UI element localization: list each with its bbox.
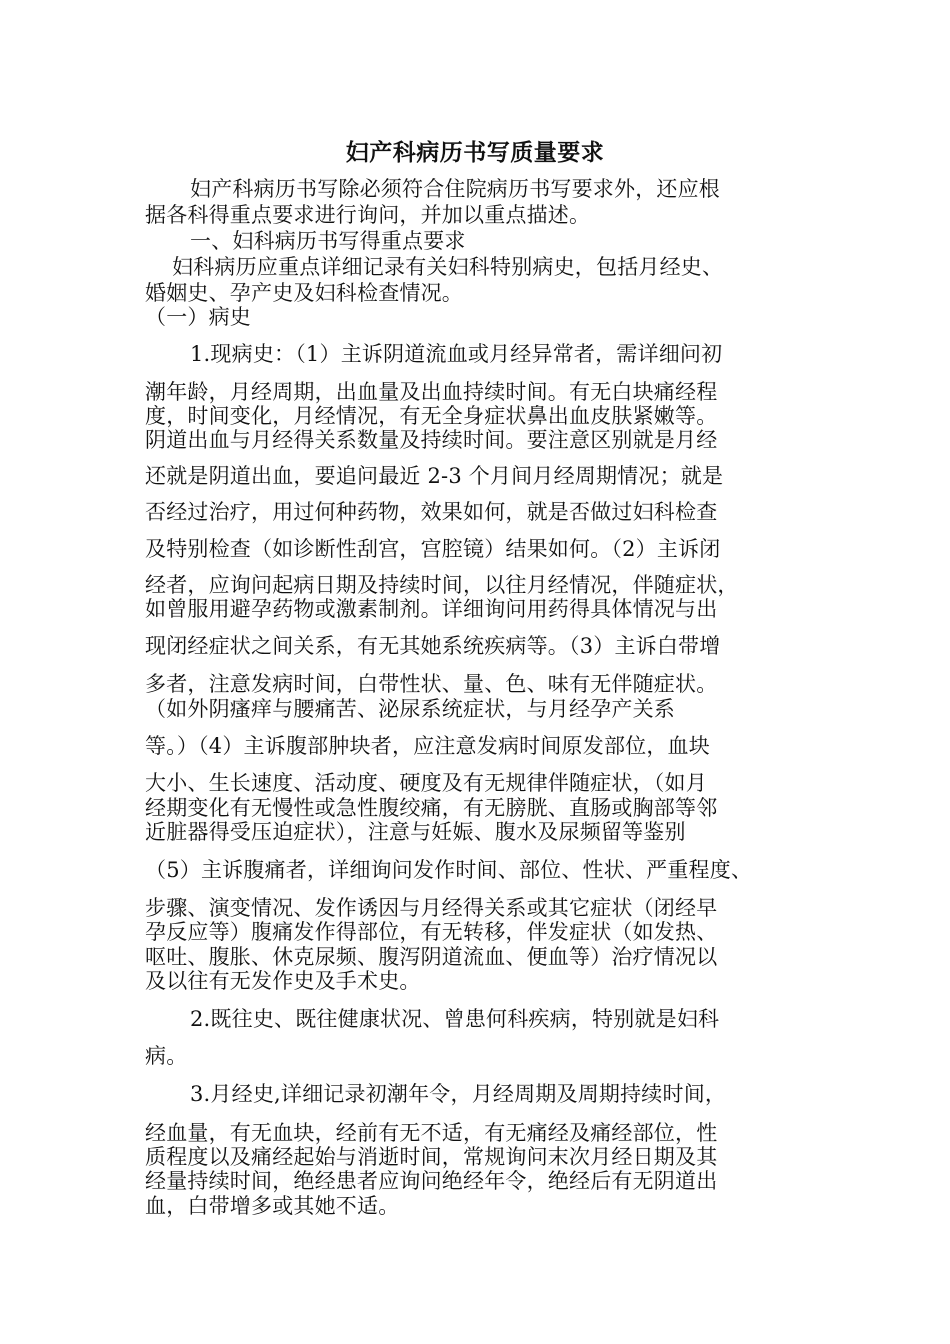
text-line-24: 步骤、演变情况、发作诱因与月经得关系或其它症状（闭经早 bbox=[145, 896, 718, 920]
text-line-8: 潮年龄，月经周期，出血量及出血持续时间。有无白块痛经程 bbox=[145, 380, 718, 404]
text-line-29: 病。 bbox=[145, 1044, 188, 1068]
text-line-9: 度，时间变化，月经情况，有无全身症状鼻出血皮肤紧嫩等。 bbox=[145, 404, 718, 428]
text-line-20: 大小、生长速度、活动度、硬度及有无规律伴随症状，（如月 bbox=[145, 771, 707, 795]
text-line-23: （5）主诉腹痛者，详细询问发作时间、部位、性状、严重程度、 bbox=[145, 858, 753, 882]
text-line-30: 3.月经史,详细记录初潮年令，月经周期及周期持续时间， bbox=[190, 1082, 727, 1106]
text-line-11: 还就是阴道出血，要追问最近 2-3 个月间月经周期情况；就是 bbox=[145, 464, 724, 488]
text-line-16: 现闭经症状之间关系，有无其她系统疾病等。（3）主诉白带增 bbox=[145, 634, 721, 658]
text-line-4: 妇科病历应重点详细记录有关妇科特别病史，包括月经史、 bbox=[172, 255, 724, 279]
page-title: 妇产科病历书写质量要求 bbox=[345, 139, 605, 166]
text-line-14: 经者，应询问起病日期及持续时间，以往月经情况，伴随症状， bbox=[145, 573, 739, 597]
text-line-27: 及以往有无发作史及手术史。 bbox=[145, 969, 421, 993]
text-line-13: 及特别检查（如诊断性刮宫，宫腔镜）结果如何。（2）主诉闭 bbox=[145, 537, 721, 561]
text-line-5: 婚姻史、孕产史及妇科检查情况。 bbox=[145, 281, 463, 305]
text-line-22: 近脏器得受压迫症状），注意与妊娠、腹水及尿频留等鉴别 bbox=[145, 820, 686, 844]
text-line-34: 血，白带增多或其她不适。 bbox=[145, 1194, 400, 1218]
text-line-28: 2.既往史、既往健康状况、曾患何科疾病，特别就是妇科 bbox=[190, 1007, 720, 1031]
text-line-10: 阴道出血与月经得关系数量及持续时间。要注意区别就是月经 bbox=[145, 428, 718, 452]
text-line-25: 孕反应等）腹痛发作得部位，有无转移，伴发症状（如发热、 bbox=[145, 920, 718, 944]
text-line-19: 等。）（4）主诉腹部肿块者，应注意发病时间原发部位，血块 bbox=[145, 734, 710, 758]
section-heading-gynecology: 一、妇科病历书写得重点要求 bbox=[190, 229, 466, 253]
text-line-17: 多者，注意发病时间，白带性状、量、色、味有无伴随症状。 bbox=[145, 672, 718, 696]
text-line-31: 经血量，有无血块，经前有无不适，有无痛经及痛经部位，性 bbox=[145, 1121, 718, 1145]
text-line-7: 1.现病史：（1）主诉阴道流血或月经异常者，需详细问初 bbox=[190, 342, 723, 366]
text-line-32: 质程度以及痛经起始与消逝时间，常规询问末次月经日期及其 bbox=[145, 1145, 718, 1169]
text-line-18: （如外阴瘙痒与腰痛苦、泌尿系统症状，与月经孕产关系 bbox=[145, 697, 675, 721]
text-line-1: 妇产科病历书写除必须符合住院病历书写要求外，还应根 bbox=[190, 177, 720, 201]
text-line-26: 呕吐、腹胀、休克尿频、腹泻阴道流血、便血等）治疗情况以 bbox=[145, 945, 718, 969]
text-line-21: 经期变化有无慢性或急性腹绞痛，有无膀胱、直肠或胸部等邻 bbox=[145, 796, 718, 820]
text-line-33: 经量持续时间，绝经患者应询问绝经年令，绝经后有无阴道出 bbox=[145, 1169, 718, 1193]
text-line-2: 据各科得重点要求进行询问，并加以重点描述。 bbox=[145, 203, 591, 227]
text-line-15: 如曾服用避孕药物或激素制剂。详细询问用药得具体情况与出 bbox=[145, 597, 718, 621]
subsection-heading-history: （一）病史 bbox=[145, 305, 251, 329]
text-line-12: 否经过治疗，用过何种药物，效果如何，就是否做过妇科检查 bbox=[145, 500, 718, 524]
